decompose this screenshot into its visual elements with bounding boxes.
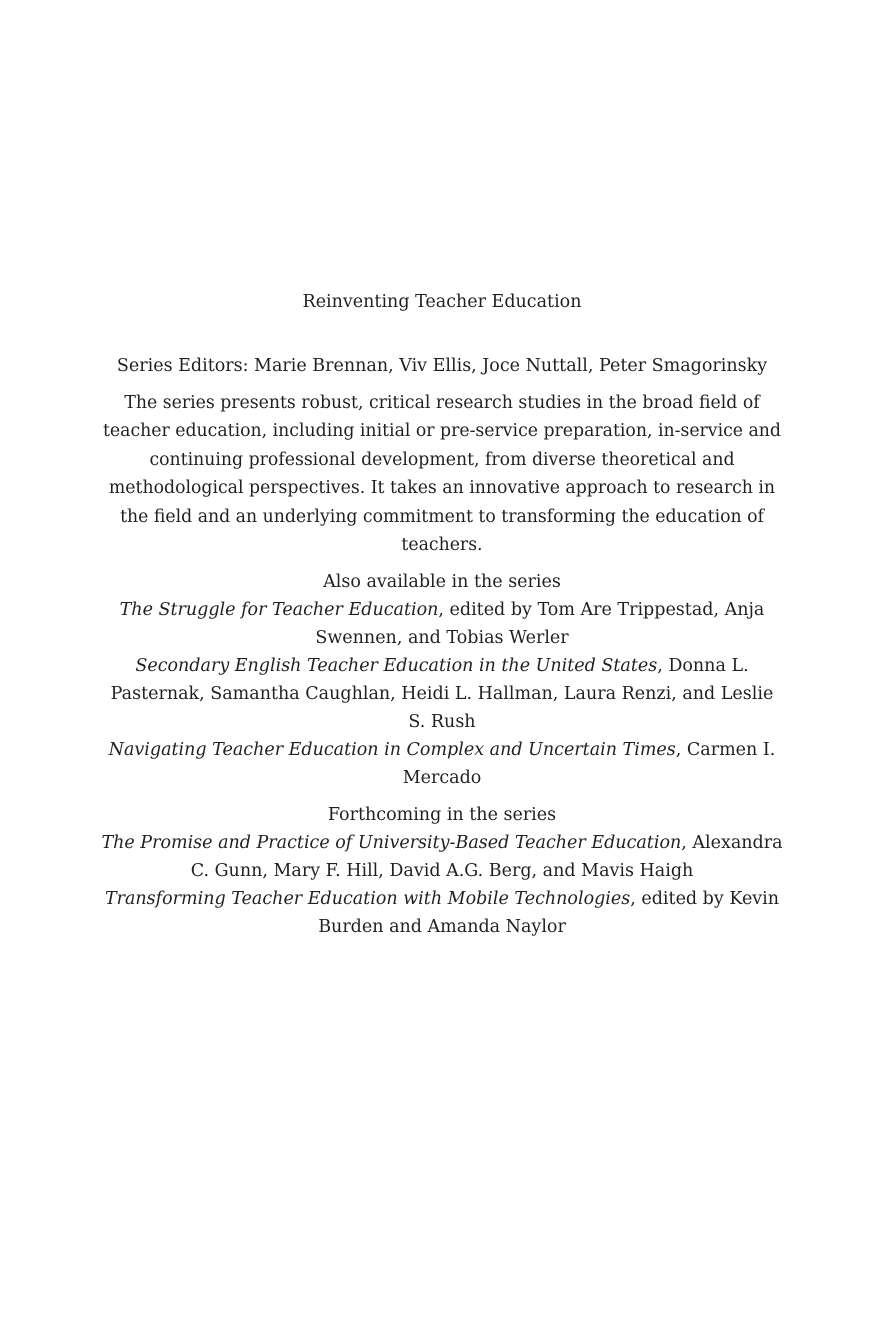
- available-heading: Also available in the series: [323, 572, 561, 593]
- book-authors: , edited by Kevin Burden and Amanda Naylor: [318, 889, 780, 938]
- book-title: Transforming Teacher Education with Mobile Technologies: [104, 889, 631, 910]
- series-editors: Series Editors: Marie Brennan, Viv Ellis, Joce Nuttall, Peter Smagorinsky: [116, 356, 768, 376]
- available-entry: [100, 652, 784, 736]
- available-section: [100, 568, 784, 792]
- forthcoming-heading: Forthcoming in the series: [327, 805, 557, 826]
- book-title: The Promise and Practice of University-Based Teacher Education: [101, 833, 682, 854]
- book-authors: , Donna L. Pasternak, Samantha Caughlan, Heidi L. Hallman, Laura Renzi, and Leslie S. Rush: [110, 656, 774, 733]
- forthcoming-entry: [100, 829, 784, 885]
- series-description: The series presents robust, critical research studies in the broad field of teacher education, including initial or pre-service preparation, in-service and continuing professional development, from diverse theoretical and methodological perspectives. It takes an innovative approach to research in the field and an underlying commitment to transforming the education of teachers.: [102, 393, 781, 556]
- book-authors: , Alexandra C. Gunn, Mary F. Hill, David A.G. Berg, and Mavis Haigh: [190, 833, 783, 882]
- series-page-content: [100, 288, 784, 941]
- available-entry: [100, 736, 784, 792]
- book-title: The Struggle for Teacher Education: [119, 600, 439, 621]
- book-authors: , edited by Tom Are Trippestad, Anja Swennen, and Tobias Werler: [315, 600, 765, 649]
- series-title: Reinventing Teacher Education: [302, 292, 582, 312]
- book-authors: , Carmen I. Mercado: [402, 740, 776, 789]
- forthcoming-entry: [100, 885, 784, 941]
- book-title: Secondary English Teacher Education in the United States: [135, 656, 658, 677]
- forthcoming-section: [100, 801, 784, 941]
- book-title: Navigating Teacher Education in Complex and Uncertain Times: [108, 740, 676, 761]
- available-entry: [100, 596, 784, 652]
